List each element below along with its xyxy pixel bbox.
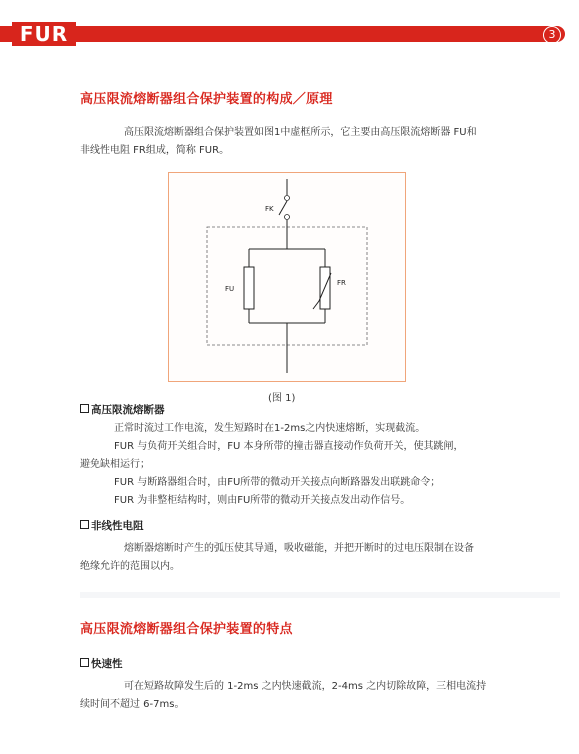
switch-contact-top [285,196,290,201]
checkbox-square-icon [80,520,89,529]
resistor-line-1: 熔断器熔断时产生的弧压使其导通，吸收磁能，并把开断时的过电压限制在设备 [124,543,474,554]
checkbox-square-icon [80,658,89,667]
subhead-resistor [80,518,144,533]
speed-line-1: 可在短路故障发生后的 1-2ms 之内快速截流，2-4ms 之内切除故障，三相电流持 [124,681,487,692]
fur-logo: FUR [12,22,76,46]
fuse-fu-symbol [244,267,254,309]
section-title-structure: 高压限流熔断器组合保护装置的构成／原理 [80,92,333,107]
speed-line-2: 续时间不超过 6-7ms。 [80,699,185,710]
figure-caption: (图 1) [268,393,296,404]
fuse-line-1: 正常时流过工作电流，发生短路时在1-2ms之内快速熔断，实现截流。 [114,423,426,434]
resistor-line-2: 绝缘允许的范围以内。 [80,561,180,572]
page-number: 3 [543,26,561,44]
checkbox-square-icon [80,404,89,413]
switch-blade [279,201,287,215]
label-fk: FK [265,205,274,213]
label-fu: FU [225,285,235,293]
circuit-diagram [168,172,406,382]
section-separator [80,592,560,598]
header-bar [0,22,579,48]
fuse-line-2: FUR 与负荷开关组合时，FU 本身所带的撞击器直接动作负荷开关，使其跳闸， [114,441,464,452]
label-fr: FR [337,279,346,287]
intro-line-1: 高压限流熔断器组合保护装置如图1中虚框所示，它主要由高压限流熔断器 FU和 [124,127,477,138]
subhead-fuse-text: 高压限流熔断器 [91,404,165,416]
section-title-features: 高压限流熔断器组合保护装置的特点 [80,622,293,637]
switch-contact-bottom [285,215,290,220]
fuse-line-3: 避免缺相运行； [80,459,150,470]
fuse-line-5: FUR 为非整柜结构时，则由FU所带的微动开关接点发出动作信号。 [114,495,411,506]
subhead-resistor-text: 非线性电阻 [91,520,144,532]
fuse-line-4: FUR 与断路器组合时，由FU所带的微动开关接点向断路器发出联跳命令； [114,477,441,488]
subhead-speed [80,656,123,671]
subhead-speed-text: 快速性 [91,658,123,670]
circuit-svg [169,173,405,381]
intro-line-2: 非线性电阻 FR组成，简称 FUR。 [80,145,230,156]
header-red-stripe [0,26,565,42]
subhead-fuse [80,402,165,417]
